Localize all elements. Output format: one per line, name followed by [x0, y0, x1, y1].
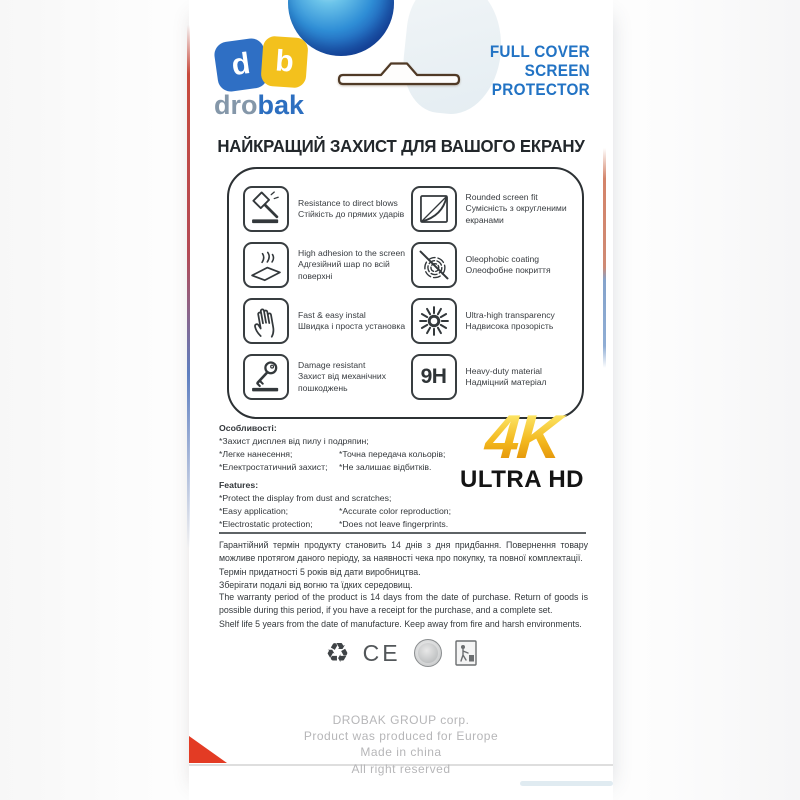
feature-cell-damage	[243, 349, 407, 405]
certification-row	[189, 633, 613, 673]
features-ua-pair2-right: *Не залишає відбитків.	[339, 462, 432, 473]
left-edge-accent	[187, 25, 190, 570]
badge-4k-text: 4K	[450, 412, 594, 465]
euro-slot-cutout	[334, 55, 464, 91]
features-box	[227, 167, 584, 419]
feature-cell-install	[243, 293, 407, 349]
feature-en: Resistance to direct blows	[298, 197, 398, 208]
features-en-line1: *Protect the display from dust and scratches;	[219, 493, 392, 504]
feature-cell-hardness	[411, 349, 575, 405]
logo-letter-d: d	[229, 46, 253, 83]
feature-en: Damage resistant	[298, 360, 366, 371]
rohs-mark-icon	[414, 639, 442, 667]
feature-ua: Сумісність з округленими екранами	[465, 203, 567, 225]
features-en-pair2-left: *Electrostatic protection;	[219, 519, 313, 530]
product-type-label	[464, 42, 590, 100]
feature-en: High adhesion to the screen	[298, 248, 406, 259]
bottom-blue-accent	[520, 781, 613, 786]
feature-ua: Швидка і проста установка	[298, 321, 406, 331]
footer-line-4: All right reserved	[351, 761, 451, 776]
footer-text	[189, 712, 613, 777]
features-ua-pair2-left: *Електростатичний захист;	[219, 462, 328, 473]
hand-icon	[243, 298, 289, 344]
badge-ultra-hd-text: ULTRA HD	[460, 465, 584, 493]
features-en-title: Features:	[219, 480, 259, 490]
features-ua-title: Особливості:	[219, 423, 277, 433]
footer-line-1: DROBAK GROUP corp.	[332, 713, 470, 727]
footer-line-3: Made in china	[360, 745, 442, 760]
recycle-icon: ♻	[325, 637, 350, 668]
warranty-text-en	[219, 591, 588, 631]
feature-ua: Надвисока прозорість	[465, 321, 554, 331]
tidy-man-icon	[455, 640, 477, 666]
section-divider	[219, 532, 586, 534]
warranty-en-p1: The warranty period of the product is 14 days from the date of purchase. Return of goods is possible during this period, if you have a receipt for the purchase, and a complete set.	[219, 592, 588, 616]
feature-ua: Олеофобне покриття	[465, 265, 551, 275]
film-adhesion-icon	[243, 242, 289, 288]
hardness-9h-text: 9H	[420, 365, 447, 388]
feature-cell-adhesion	[243, 237, 407, 293]
features-list-en	[219, 479, 467, 531]
label-line-3: PROTECTOR	[491, 80, 590, 100]
ce-mark-icon: CE	[362, 639, 401, 666]
hammer-icon	[243, 186, 289, 232]
feature-cell-rounded	[411, 181, 575, 237]
feature-ua: Надміцний матеріал	[465, 377, 547, 387]
wordmark-gray: dro	[214, 90, 258, 120]
footer-line-2: Product was produced for Europe	[303, 729, 499, 744]
features-ua-pair1-right: *Точна передача кольорів;	[339, 449, 446, 460]
feature-en: Rounded screen fit	[465, 192, 538, 203]
feature-en: Heavy-duty material	[465, 365, 542, 376]
right-edge-accent	[603, 148, 606, 368]
features-en-pair2-right: *Does not leave fingerprints.	[339, 519, 449, 530]
feature-cell-oleophobic	[411, 237, 575, 293]
features-ua-line1: *Захист дисплея від пилу і подряпин;	[219, 436, 369, 447]
features-list-ua	[219, 422, 467, 474]
feature-en: Oleophobic coating	[465, 253, 540, 264]
feature-en: Ultra-high transparency	[465, 309, 555, 320]
label-line-1: FULL COVER	[489, 42, 590, 61]
badge-4k-ultra-hd	[452, 403, 592, 493]
features-ua-pair1-left: *Легке нанесення;	[219, 449, 293, 460]
hardness-9h-badge	[411, 354, 457, 400]
label-line-2: SCREEN	[524, 61, 590, 81]
logo-tile-yellow	[260, 35, 308, 88]
feature-cell-blows	[243, 181, 407, 237]
warranty-ua-p1: Гарантійний термін продукту становить 14 днів з дня придбання. Повернення товару можливе протягом даного періоду, за наявності чека про покупку, та повної комплектації.	[219, 540, 588, 564]
wordmark-blue: bak	[257, 90, 305, 120]
warranty-text-ua	[219, 539, 588, 592]
warranty-ua-p3: Зберігати подалі від вогню та їдких середовищ.	[219, 580, 413, 591]
warranty-ua-p2: Термін придатності 5 років від дати виробництва.	[219, 566, 421, 577]
sun-icon	[411, 298, 457, 344]
warranty-en-p2: Shelf life 5 years from the date of manufacture. Keep away from fire and harsh environments.	[219, 618, 582, 629]
feature-cell-transparency	[411, 293, 575, 349]
feature-en: Fast & easy instal	[298, 309, 366, 320]
feature-ua: Захист від механічних пошкоджень	[298, 371, 387, 393]
headline: НАЙКРАЩИЙ ЗАХИСТ ДЛЯ ВАШОГО ЕКРАНУ	[217, 136, 585, 156]
feature-ua: Стійкість до прямих ударів	[298, 209, 405, 219]
no-fingerprint-icon	[411, 242, 457, 288]
features-en-pair1-right: *Accurate color reproduction;	[339, 506, 452, 517]
feature-ua: Адгезійний шар по всій поверхні	[298, 259, 390, 281]
features-en-pair1-left: *Easy application;	[219, 506, 289, 517]
brand-wordmark	[214, 90, 304, 121]
logo-letter-b: b	[274, 44, 295, 79]
rounded-screen-icon	[411, 186, 457, 232]
key-icon	[243, 354, 289, 400]
